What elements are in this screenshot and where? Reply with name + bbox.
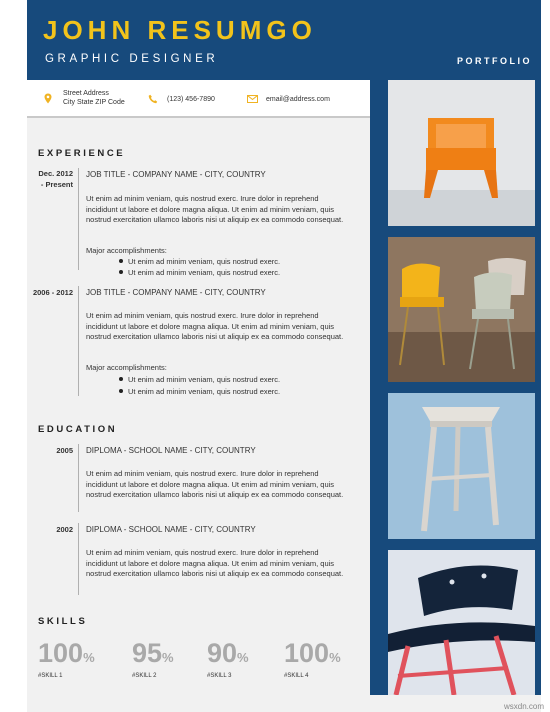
portfolio-photo-black-chair — [388, 550, 535, 695]
job-title: JOB TITLE - COMPANY NAME - CITY, COUNTRY — [86, 288, 266, 297]
timeline-line — [78, 286, 79, 396]
contact-email: email@address.com — [266, 96, 330, 103]
skill-level: 95% — [132, 638, 174, 668]
phone-icon — [148, 94, 158, 104]
job-description: Ut enim ad minim veniam, quis nostrud exerc. Irure dolor in reprehend incididunt ut labore et dolore magna aliqua. Ut enim ad minim veniam, quis nostrud exercitation ullamco laboris nisi ut aliquip ex ea commodo consequat. — [86, 194, 344, 225]
timeline-line — [78, 523, 79, 595]
diploma-description: Ut enim ad minim veniam, quis nostrud exerc. Irure dolor in reprehend incididunt ut labore et dolore magna aliqua. Ut enim ad minim veniam, quis nostrud exercitation ullamco laboris nisi ut aliquip ex ea commodo consequat. — [86, 548, 344, 579]
timeline-line — [78, 444, 79, 512]
skill-level: 100% — [284, 638, 341, 668]
skill-item — [132, 640, 174, 679]
accomplishment-item: Ut enim ad minim veniam, quis nostrud exerc. — [119, 387, 280, 396]
map-pin-icon — [44, 93, 52, 104]
skill-name: #SKILL 1 — [38, 673, 63, 679]
job-title: JOB TITLE - COMPANY NAME - CITY, COUNTRY — [86, 170, 266, 179]
resume-page — [27, 0, 541, 712]
diploma-title: DIPLOMA - SCHOOL NAME - CITY, COUNTRY — [86, 525, 256, 534]
resume-header — [27, 0, 541, 80]
skill-item — [38, 640, 95, 679]
candidate-name: JOHN RESUMGO — [43, 15, 317, 45]
portfolio-photo-shell-chairs — [388, 237, 535, 382]
skill-level: 100% — [38, 638, 95, 668]
envelope-icon — [247, 95, 258, 103]
contact-bar — [27, 80, 370, 118]
accomplishment-item: Ut enim ad minim veniam, quis nostrud exerc. — [119, 268, 280, 277]
watermark: wsxdn.com — [503, 702, 544, 711]
education-date: 2002 — [56, 525, 73, 534]
skill-name: #SKILL 4 — [284, 673, 309, 679]
accomplishments-label: Major accomplishments: — [86, 363, 167, 372]
experience-date: 2006 - 2012 — [32, 288, 73, 297]
candidate-role: GRAPHIC DESIGNER — [45, 53, 219, 65]
experience-date: Dec. 2012 - Present — [38, 169, 73, 189]
education-date: 2005 — [56, 446, 73, 455]
education-heading: EDUCATION — [38, 424, 118, 435]
job-description: Ut enim ad minim veniam, quis nostrud exerc. Irure dolor in reprehend incididunt ut labore et dolore magna aliqua. Ut enim ad minim veniam, quis nostrud exercitation ullamco laboris nisi ut aliquip ex ea commodo consequat. — [86, 311, 344, 342]
skills-heading: SKILLS — [38, 616, 88, 627]
timeline-line — [78, 168, 79, 270]
diploma-description: Ut enim ad minim veniam, quis nostrud exerc. Irure dolor in reprehend incididunt ut labore et dolore magna aliqua. Ut enim ad minim veniam, quis nostrud exercitation ullamco laboris nisi ut aliquip ex ea commodo consequat. — [86, 469, 344, 500]
skill-name: #SKILL 2 — [132, 673, 157, 679]
accomplishment-item: Ut enim ad minim veniam, quis nostrud exerc. — [119, 375, 280, 384]
accomplishment-item: Ut enim ad minim veniam, quis nostrud exerc. — [119, 257, 280, 266]
portfolio-heading: PORTFOLIO — [457, 56, 532, 66]
accomplishments-label: Major accomplishments: — [86, 246, 167, 255]
portfolio-column — [370, 80, 541, 695]
skill-item — [284, 640, 341, 679]
address-line-1: Street Address — [63, 90, 109, 97]
contact-address — [63, 89, 125, 108]
portfolio-photo-stool — [388, 393, 535, 539]
skill-item — [207, 640, 249, 679]
skill-level: 90% — [207, 638, 249, 668]
portfolio-photo-orange-chair — [388, 80, 535, 226]
experience-heading: EXPERIENCE — [38, 148, 126, 159]
diploma-title: DIPLOMA - SCHOOL NAME - CITY, COUNTRY — [86, 446, 256, 455]
skill-name: #SKILL 3 — [207, 673, 232, 679]
contact-phone: (123) 456-7890 — [167, 96, 215, 103]
address-line-2: City State ZIP Code — [63, 99, 125, 107]
